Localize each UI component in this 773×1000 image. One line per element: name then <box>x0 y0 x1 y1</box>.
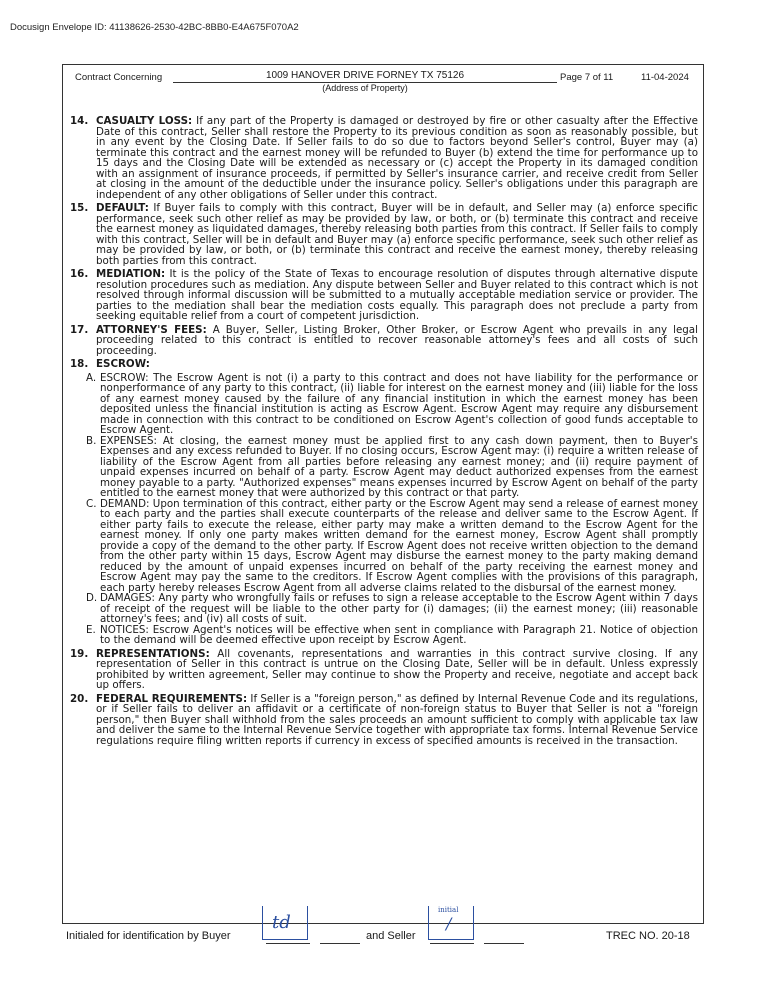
section-number: 20. <box>70 692 89 705</box>
escrow-item-expenses <box>86 436 698 499</box>
section-title: MEDIATION: <box>96 268 166 280</box>
escrow-item-escrow <box>86 373 698 436</box>
section-number: 16. <box>70 268 89 280</box>
section-number: 17. <box>70 323 89 336</box>
item-letter: D. <box>86 592 98 604</box>
section-text: If any part of the Property is damaged or destroyed by fire or other casualty after the Effective Date of this contract, Seller shall restore the Property to its previous condition as soon as reasonably possible, but in any event by the Closing Date. If Seller fails to do so due to factors beyond Seller's control, Buyer may (a) terminate this contract and the earnest money will be refunded to Buyer (b) extend the time for performance up to 15 days and the Closing Date will be extended as necessary or (c) accept the Property in its damaged condition with an assignment of insurance proceeds, if permitted by Seller's insurance carrier, and receive credit from Seller at closing in the amount of the deductible under the insurance policy. Seller's obligations under this paragraph are independent of any other obligations of Seller under this contract. <box>96 115 698 201</box>
section-text: A Buyer, Seller, Listing Broker, Other Broker, or Escrow Agent who prevails in any legal proceeding related to this contract is entitled to recover reasonable attorney's fees and all costs of such proceeding. <box>96 323 698 357</box>
contract-body <box>70 116 698 749</box>
buyer-initial-line-2[interactable] <box>320 943 360 944</box>
item-text: DAMAGES: Any party who wrongfully fails or refuses to sign a release acceptable to the Escrow Agent within 7 days of receipt of the request will be liable to the other party for (i) damages; (ii) the earnest money; (iii) reasonable attorney's fees; and (iv) all costs of suit. <box>100 592 698 625</box>
section-attorneys-fees <box>70 325 698 357</box>
address-caption: (Address of Property) <box>322 83 408 93</box>
seller-initials-stroke: / <box>446 914 452 933</box>
escrow-item-demand <box>86 499 698 594</box>
item-text: DEMAND: Upon termination of this contract, either party or the Escrow Agent may send a release of earnest money to each party and the parties shall execute counterparts of the release and deliver same to the Escrow Agent. If either party fails to execute the release, either party may make a written demand to the Escrow Agent for the earnest money. If only one party makes written demand for the earnest money, Escrow Agent shall promptly provide a copy of the demand to the other party. If Escrow Agent does not receive written objection to the demand from the other party within 15 days, Escrow Agent may disburse the earnest money to the party making demand reduced by the amount of unpaid expenses incurred on behalf of the party receiving the earnest money and Escrow Agent may pay the same to the creditors. If Escrow Agent complies with the provisions of this paragraph, each party hereby releases Escrow Agent from all adverse claims related to the disbursal of the earnest money. <box>100 497 698 594</box>
buyer-initials-label: Initialed for identification by Buyer <box>66 930 231 942</box>
section-mediation <box>70 269 698 322</box>
escrow-item-damages <box>86 593 698 625</box>
section-representations <box>70 649 698 691</box>
item-letter: C. <box>86 497 97 510</box>
section-title: FEDERAL REQUIREMENTS: <box>96 692 248 705</box>
section-title: DEFAULT: <box>96 202 149 214</box>
docusign-envelope-id: Docusign Envelope ID: 41138626-2530-42BC-8BB0-E4A675F070A2 <box>10 22 299 33</box>
section-text: It is the policy of the State of Texas to encourage resolution of disputes through alternative dispute resolution procedures such as mediation. Any dispute between Seller and Buyer related to this contract which is not resolved through informal discussion will be submitted to a mutually acceptable mediation service or provider. The parties to the mediation shall bear the mediation costs equally. This paragraph does not preclude a party from seeking equitable relief from a court of competent jurisdiction. <box>96 268 698 322</box>
item-letter: A. <box>86 371 97 384</box>
section-federal-requirements <box>70 694 698 747</box>
section-title: CASUALTY LOSS: <box>96 115 193 127</box>
seller-initial-line-2[interactable] <box>484 943 524 944</box>
section-casualty-loss <box>70 116 698 200</box>
buyer-initials-signature: td <box>272 912 291 933</box>
seller-initials-label: and Seller <box>366 930 416 942</box>
contract-concerning-label: Contract Concerning <box>75 72 163 83</box>
section-default <box>70 203 698 266</box>
item-letter: B. <box>86 434 97 447</box>
seller-initial-line-1[interactable] <box>430 943 474 944</box>
item-letter: E. <box>86 623 96 636</box>
trec-form-number: TREC NO. 20-18 <box>606 930 690 942</box>
section-number: 14. <box>70 115 89 127</box>
initials-footer <box>66 926 706 948</box>
item-text: ESCROW: The Escrow Agent is not (i) a party to this contract and does not have liability for the performance or nonperformance of any party to this contract, (ii) liable for interest on the earnest money and (iii) liable for the loss of any earnest money caused by the failure of any financial institution in which the earnest money has been deposited unless the financial institution is acting as Escrow Agent. Escrow Agent may require any disbursement made in connection with this contract to be conditioned on Escrow Agent's collection of good funds acceptable to Escrow Agent. <box>100 371 698 436</box>
section-text: If Buyer fails to comply with this contract, Buyer will be in default, and Seller may (a) enforce specific performance, seek such other relief as may be provided by law, or both, or (b) terminate this contract and receive the earnest money as liquidated damages, thereby releasing both parties from this contract. If Seller fails to comply with this contract, Seller will be in default and Buyer may (a) enforce specific performance, seek such other relief as may be provided by law, or both, or (b) terminate this contract and receive the earnest money, thereby releasing both parties from this contract. <box>96 202 698 267</box>
section-escrow <box>70 359 698 370</box>
section-title: REPRESENTATIONS: <box>96 647 210 660</box>
item-text: EXPENSES: At closing, the earnest money must be applied first to any cash down payment, then to Buyer's Expenses and any excess refunded to Buyer. If no closing occurs, Escrow Agent may: (i) require a written release of liability of the Escrow Agent from all parties before releasing any earnest money; and (ii) require payment of unpaid expenses incurred on behalf of a party. Escrow Agent may deduct authorized expenses from the earnest money payable to a party. "Authorized expenses" means expenses incurred by Escrow Agent on behalf of the party entitled to the earnest money that were authorized by this contract or that party. <box>100 434 698 499</box>
section-title: ATTORNEY'S FEES: <box>96 323 207 336</box>
page-number: Page 7 of 11 <box>560 72 614 83</box>
property-address: 1009 HANOVER DRIVE FORNEY TX 75126 <box>265 70 465 81</box>
item-text: NOTICES: Escrow Agent's notices will be effective when sent in compliance with Paragraph 21. Notice of objection to the demand will be deemed effective upon receipt by Escrow Agent. <box>100 623 698 646</box>
seller-initials-label-mark: initial <box>438 906 459 914</box>
section-number: 15. <box>70 202 89 214</box>
buyer-initial-line-1[interactable] <box>266 943 310 944</box>
section-text: All covenants, representations and warranties in this contract survive closing. If any representation of Seller in this contract is untrue on the Closing Date, Seller will be in default. Unless expressly prohibited by written agreement, Seller may continue to show the Property and receive, negotiate and accept back up offers. <box>96 647 699 691</box>
section-title: ESCROW: <box>96 358 150 370</box>
section-number: 18. <box>70 358 89 370</box>
escrow-item-notices <box>86 625 698 646</box>
section-text: If Seller is a "foreign person," as defined by Internal Revenue Code and its regulations, or if Seller fails to deliver an affidavit or a certificate of non-foreign status to Buyer that Seller is not a "foreign person," then Buyer shall withhold from the sales proceeds an amount sufficient to comply with applicable tax law and deliver the same to the Internal Revenue Service together with appropriate tax forms. Internal Revenue Service regulations require filing written reports if currency in excess of specified amounts is received in the transaction. <box>96 692 698 747</box>
contract-header <box>75 70 697 96</box>
header-date: 11-04-2024 <box>641 72 689 83</box>
section-number: 19. <box>70 647 89 660</box>
